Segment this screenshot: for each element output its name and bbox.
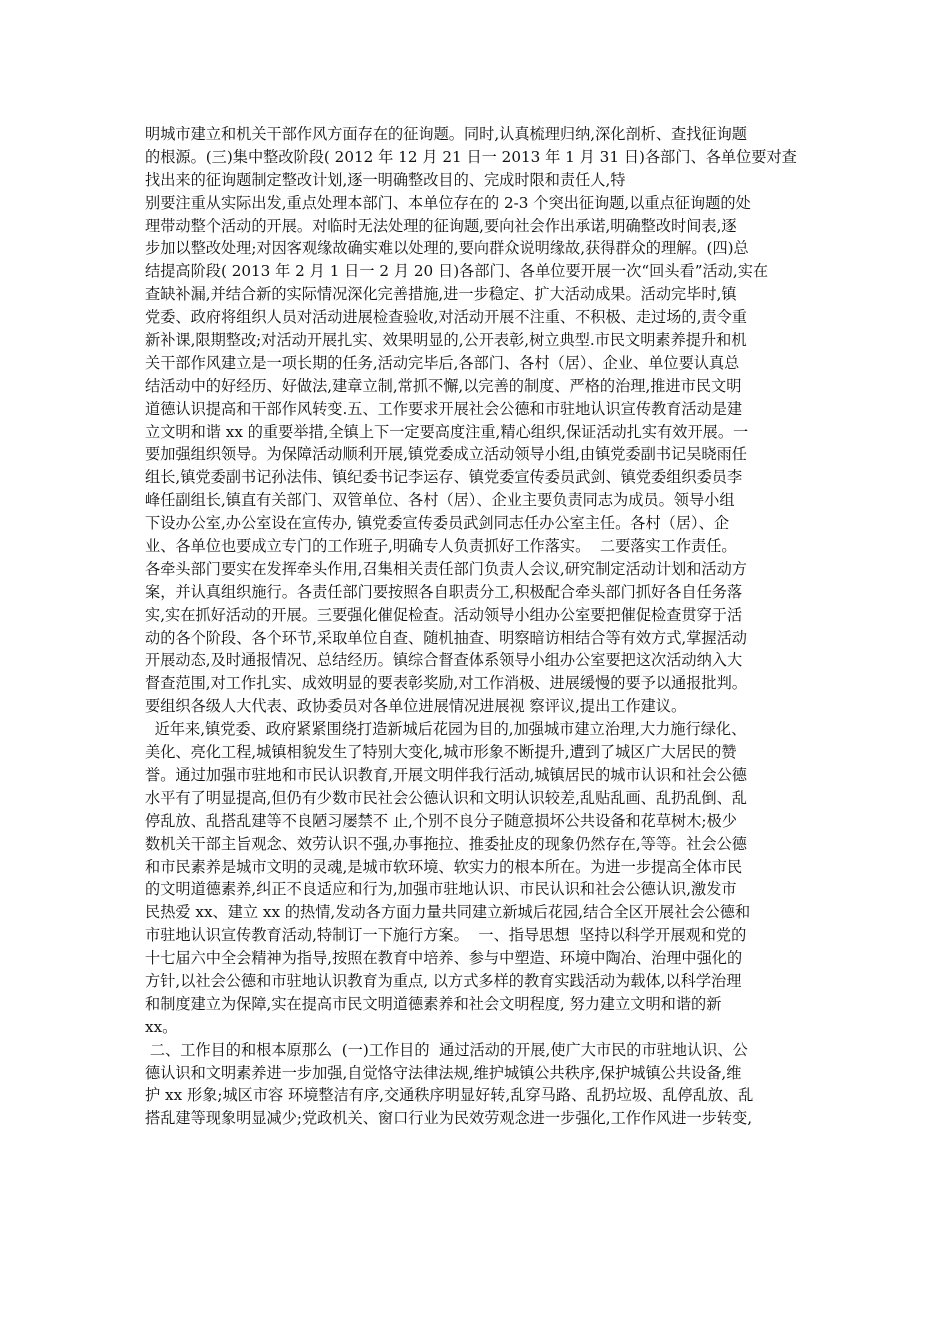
text-line: 案，并认真组织施行。各责任部门要按照各自职责分工,积极配合牵头部门抓好各自任务落 (145, 582, 743, 601)
text-line: 关干部作风建立是一项长期的任务,活动完毕后,各部门、各村（居）、企业、单位要认真总 (145, 353, 740, 372)
text-line: 要加强组织领导。为保障活动顺利开展,镇党委成立活动领导小组,由镇党委副书记吴晓雨任 (145, 445, 747, 464)
text-line: 步加以整改处理;对因客观缘故确实难以处理的,要向群众说明缘故,获得群众的理解。(四)总 (145, 239, 749, 258)
text-line: 新补课,限期整改;对活动开展扎实、效果明显的,公开表彰,树立典型.市民文明素养提升和机 (145, 331, 747, 350)
text-line: 市驻地认识宣传教育活动,特制订一下施行方案。 一、指导思想 坚持以科学开展观和党的 (145, 926, 747, 945)
text-line: 方针,以社会公德和市驻地认识教育为重点, 以方式多样的教育实践活动为载体,以科学治理 (145, 971, 742, 990)
text-line: 峰任副组长,镇直有关部门、双管单位、各村（居）、企业主要负责同志为成员。领导小组 (145, 491, 735, 510)
text-line: 民热爱 xx、建立 xx 的热情,发动各方面力量共同建立新城后花园,结合全区开展社会公德和 (145, 903, 751, 922)
text-line: 实,实在抓好活动的开展。三要强化催促检查。活动领导小组办公室要把催促检查贯穿于活 (145, 605, 743, 624)
text-line: 美化、亮化工程,城镇相貌发生了特别大变化,城市形象不断提升,遭到了城区广大居民的赞 (145, 743, 737, 762)
text-line: 组长,镇党委副书记孙法伟、镇纪委书记李运存、镇党委宣传委员武剑、镇党委组织委员李 (145, 468, 743, 487)
text-line: 搭乱建等现象明显减少;党政机关、窗口行业为民效劳观念进一步强化,工作作风进一步转变, (145, 1109, 753, 1128)
text-line: 的根源。(三)集中整改阶段( 2012 年 12 月 21 日一 2013 年 1 月 31 日)各部门、各单位要对查 (145, 147, 797, 166)
text-line: 德认识和文明素养进一步加强,自觉恪守法律法规,维护城镇公共秩序,保护城镇公共设备,维 (145, 1063, 742, 1082)
text-line: 各牵头部门要实在发挥牵头作用,召集相关责任部门负责人会议,研究制定活动计划和活动方 (145, 559, 747, 578)
text-line: 找出来的征询题制定整改计划,逐一明确整改目的、完成时限和责任人,特 (145, 170, 626, 189)
text-line: 业、各单位也要成立专门的工作班子,明确专人负责抓好工作落实。 二要落实工作责任。 (145, 537, 737, 556)
text-line: 誉。通过加强市驻地和市民认识教育,开展文明伴我行活动,城镇居民的城市认识和社会公德 (145, 765, 747, 784)
text-line: 和市民素养是城市文明的灵魂,是城市软环境、软实力的根本所在。为进一步提高全体市民 (145, 857, 743, 876)
text-line: 理带动整个活动的开展。对临时无法处理的征询题,要向社会作出承诺,明确整改时间表,逐 (145, 216, 737, 235)
text-line: 结活动中的好经历、好做法,建章立制,常抓不懈,以完善的制度、严格的治理,推进市民文明 (145, 376, 742, 395)
text-line: 护 xx 形象;城区市容 环境整洁有序,交通秩序明显好转,乱穿马路、乱扔垃圾、乱停乱放、乱 (145, 1086, 754, 1105)
text-line: xx。 (145, 1017, 178, 1036)
text-line: 结提高阶段( 2013 年 2 月 1 日一 2 月 20 日)各部门、各单位要开展一次“回头看”活动,实在 (145, 262, 769, 281)
text-line: 水平有了明显提高,但仍有少数市民社会公德认识和文明认识较差,乱贴乱画、乱扔乱倒、乱 (145, 788, 747, 807)
document-body (145, 123, 815, 1130)
text-line: 道德认识提高和干部作风转变.五、工作要求开展社会公德和市驻地认识宣传教育活动是建 (145, 399, 743, 418)
text-line: 的文明道德素养,纠正不良适应和行为,加强市驻地认识、市民认识和社会公德认识,激发市 (145, 880, 737, 899)
text-line: 查缺补漏,并结合新的实际情况深化完善措施,进一步稳定、扩大活动成果。活动完毕时,镇 (145, 285, 737, 304)
text-line: 二、工作目的和根本原那么 (一)工作目的 通过活动的开展,使广大市民的市驻地认识、公 (145, 1040, 748, 1059)
text-line: 明城市建立和机关干部作风方面存在的征询题。同时,认真梳理归纳,深化剖析、查找征询题 (145, 125, 747, 143)
text-line: 十七届六中全会精神为指导,按照在教育中培养、参与中塑造、环境中陶冶、治理中强化的 (145, 949, 743, 968)
text-line: 别要注重从实际出发,重点处理本部门、本单位存在的 2-3 个突出征询题,以重点征询题的处 (145, 193, 751, 212)
text-line: 停乱放、乱搭乱建等不良陋习屡禁不 止,个别不良分子随意损坏公共设备和花草树木;极少 (145, 811, 737, 830)
text-line: 动的各个阶段、各个环节,采取单位自查、随机抽查、明察暗访相结合等有效方式,掌握活动 (145, 628, 747, 647)
text-line: 开展动态,及时通报情况、总结经历。镇综合督查体系领导小组办公室要把这次活动纳入大 (145, 651, 743, 670)
text-line: 党委、政府将组织人员对活动进展检查验收,对活动开展不注重、不积极、走过场的,责令重 (145, 308, 747, 327)
text-line: 和制度建立为保障,实在提高市民文明道德素养和社会文明程度, 努力建立文明和谐的新 (145, 994, 722, 1013)
text-line: 数机关干部主旨观念、效劳认识不强,办事拖拉、推委扯皮的现象仍然存在,等等。社会公德 (145, 834, 747, 853)
text-line: 立文明和谐 xx 的重要举措,全镇上下一定要高度注重,精心组织,保证活动扎实有效开展。一 (145, 422, 749, 441)
text-line: 督查范围,对工作扎实、成效明显的要表彰奖励,对工作消极、进展缓慢的要予以通报批判。 (145, 674, 747, 693)
text-line: 下设办公室,办公室设在宣传办, 镇党委宣传委员武剑同志任办公室主任。各村（居）、企 (145, 514, 730, 533)
text-line: 要组织各级人大代表、政协委员对各单位进展情况进展视 察评议,提出工作建议。 (145, 697, 687, 716)
text-line: 近年来,镇党委、政府紧紧围绕打造新城后花园为目的,加强城市建立治理,大力施行绿化、 (145, 720, 747, 739)
